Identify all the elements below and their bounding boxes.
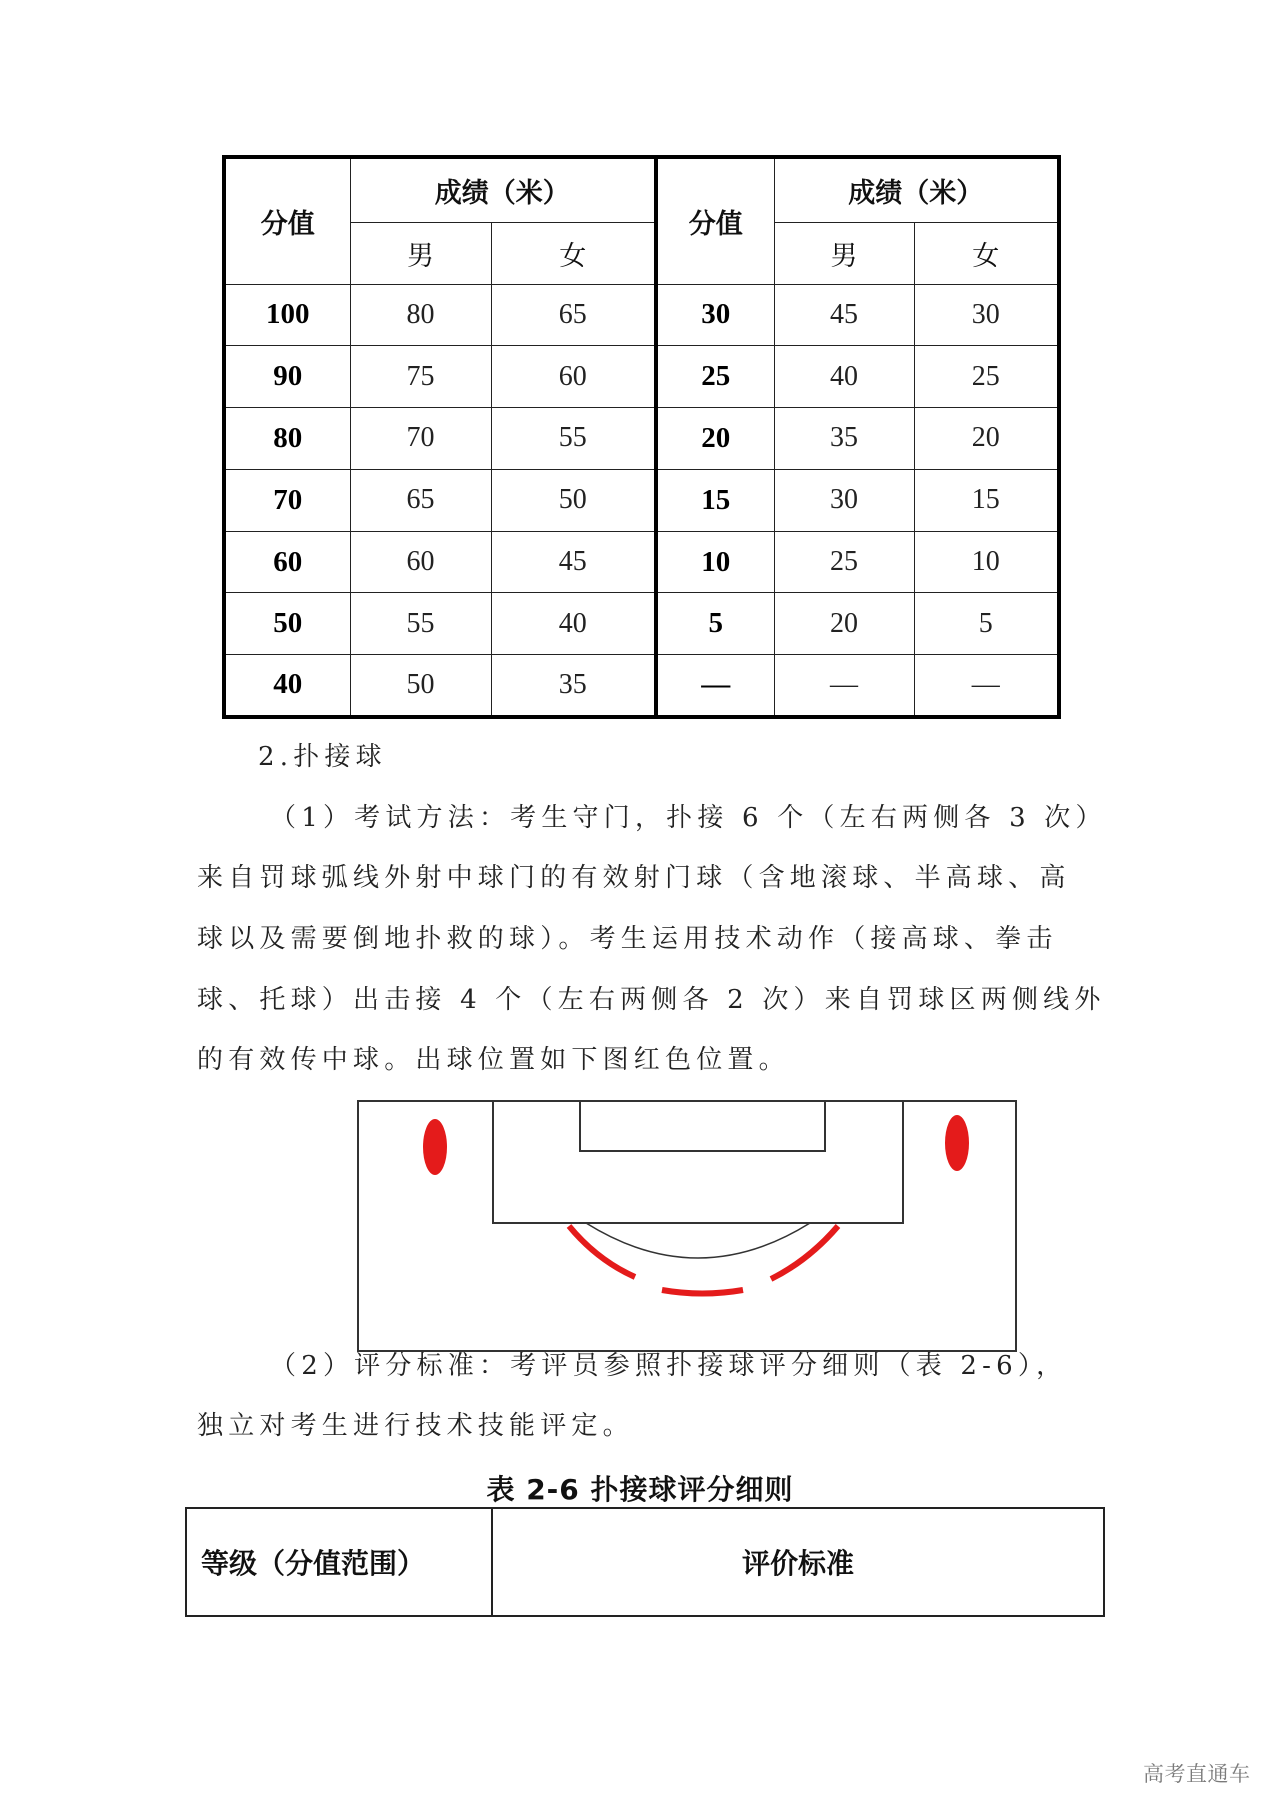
shooting-position-arc-center <box>662 1290 743 1294</box>
female-cell: 15 <box>914 469 1059 531</box>
header-result: 成绩（米） <box>350 157 656 222</box>
female-cell: 10 <box>914 531 1059 593</box>
table-header-row <box>224 157 1059 222</box>
method-line-2: 来自罚球弧线外射中球门的有效射门球（含地滚球、半高球、高 <box>197 863 1071 893</box>
female-cell: 45 <box>491 531 656 593</box>
male-cell: 70 <box>350 408 491 470</box>
table-caption: 表 2-6 扑接球评分细则 <box>486 1473 794 1506</box>
points-cell: 100 <box>224 284 350 346</box>
goal-area-box <box>580 1101 825 1151</box>
points-cell: 70 <box>224 469 350 531</box>
points-cell: — <box>656 655 774 717</box>
male-cell: 50 <box>350 655 491 717</box>
female-cell: 60 <box>491 346 656 408</box>
female-cell: 5 <box>914 593 1059 655</box>
points-cell: 15 <box>656 469 774 531</box>
female-cell: 30 <box>914 284 1059 346</box>
header-result-right: 成绩（米） <box>774 157 1059 222</box>
header-points: 分值 <box>224 157 350 284</box>
points-cell: 50 <box>224 593 350 655</box>
header-male-right: 男 <box>774 222 914 284</box>
points-cell: 30 <box>656 284 774 346</box>
header-points-right: 分值 <box>656 157 774 284</box>
points-cell: 60 <box>224 531 350 593</box>
male-cell: 75 <box>350 346 491 408</box>
table-row <box>224 469 1059 531</box>
female-cell: 20 <box>914 408 1059 470</box>
method-line-4: 球、托球）出击接 4 个（左右两侧各 2 次）来自罚球区两侧线外 <box>197 985 1106 1015</box>
male-cell: 55 <box>350 593 491 655</box>
rubric-header-row <box>186 1508 1104 1616</box>
female-cell: 35 <box>491 655 656 717</box>
table-row <box>224 284 1059 346</box>
rubric-table <box>185 1507 1105 1617</box>
female-cell: 50 <box>491 469 656 531</box>
male-cell: 80 <box>350 284 491 346</box>
cross-position-left-marker <box>423 1119 447 1175</box>
male-cell: 30 <box>774 469 914 531</box>
female-cell: 55 <box>491 408 656 470</box>
table-row <box>224 655 1059 717</box>
male-cell: 60 <box>350 531 491 593</box>
table-row <box>224 346 1059 408</box>
criteria-line-1: （2）评分标准：考评员参照扑接球评分细则（表 2-6）， <box>270 1351 1068 1381</box>
table-row <box>224 593 1059 655</box>
cross-position-right-marker <box>945 1115 969 1171</box>
points-cell: 80 <box>224 408 350 470</box>
female-cell: 25 <box>914 346 1059 408</box>
criteria-line-2: 独立对考生进行技术技能评定。 <box>197 1411 634 1441</box>
points-cell: 5 <box>656 593 774 655</box>
section-heading: 2.扑接球 <box>258 742 387 772</box>
header-female-right: 女 <box>914 222 1059 284</box>
header-criteria: 评价标准 <box>492 1508 1104 1616</box>
points-cell: 90 <box>224 346 350 408</box>
male-cell: 20 <box>774 593 914 655</box>
table-subheader-row <box>224 222 1059 284</box>
male-cell: 35 <box>774 408 914 470</box>
method-line-1: （1）考试方法：考生守门，扑接 6 个（左右两侧各 3 次） <box>270 803 1107 833</box>
header-female: 女 <box>491 222 656 284</box>
score-table <box>222 155 1061 719</box>
header-male: 男 <box>350 222 491 284</box>
female-cell: 65 <box>491 284 656 346</box>
points-cell: 20 <box>656 408 774 470</box>
header-grade: 等级（分值范围） <box>186 1508 492 1616</box>
table-row <box>224 531 1059 593</box>
male-cell: — <box>774 655 914 717</box>
points-cell: 10 <box>656 531 774 593</box>
points-cell: 40 <box>224 655 350 717</box>
male-cell: 65 <box>350 469 491 531</box>
male-cell: 25 <box>774 531 914 593</box>
female-cell: 40 <box>491 593 656 655</box>
points-cell: 25 <box>656 346 774 408</box>
table-row <box>224 408 1059 470</box>
female-cell: — <box>914 655 1059 717</box>
male-cell: 40 <box>774 346 914 408</box>
male-cell: 45 <box>774 284 914 346</box>
method-line-3: 球以及需要倒地扑救的球）。考生运用技术动作（接高球、拳击 <box>197 924 1058 954</box>
method-line-5: 的有效传中球。出球位置如下图红色位置。 <box>197 1045 790 1075</box>
watermark: 高考直通车 <box>1143 1762 1251 1786</box>
goal-area-diagram <box>357 1100 1017 1352</box>
